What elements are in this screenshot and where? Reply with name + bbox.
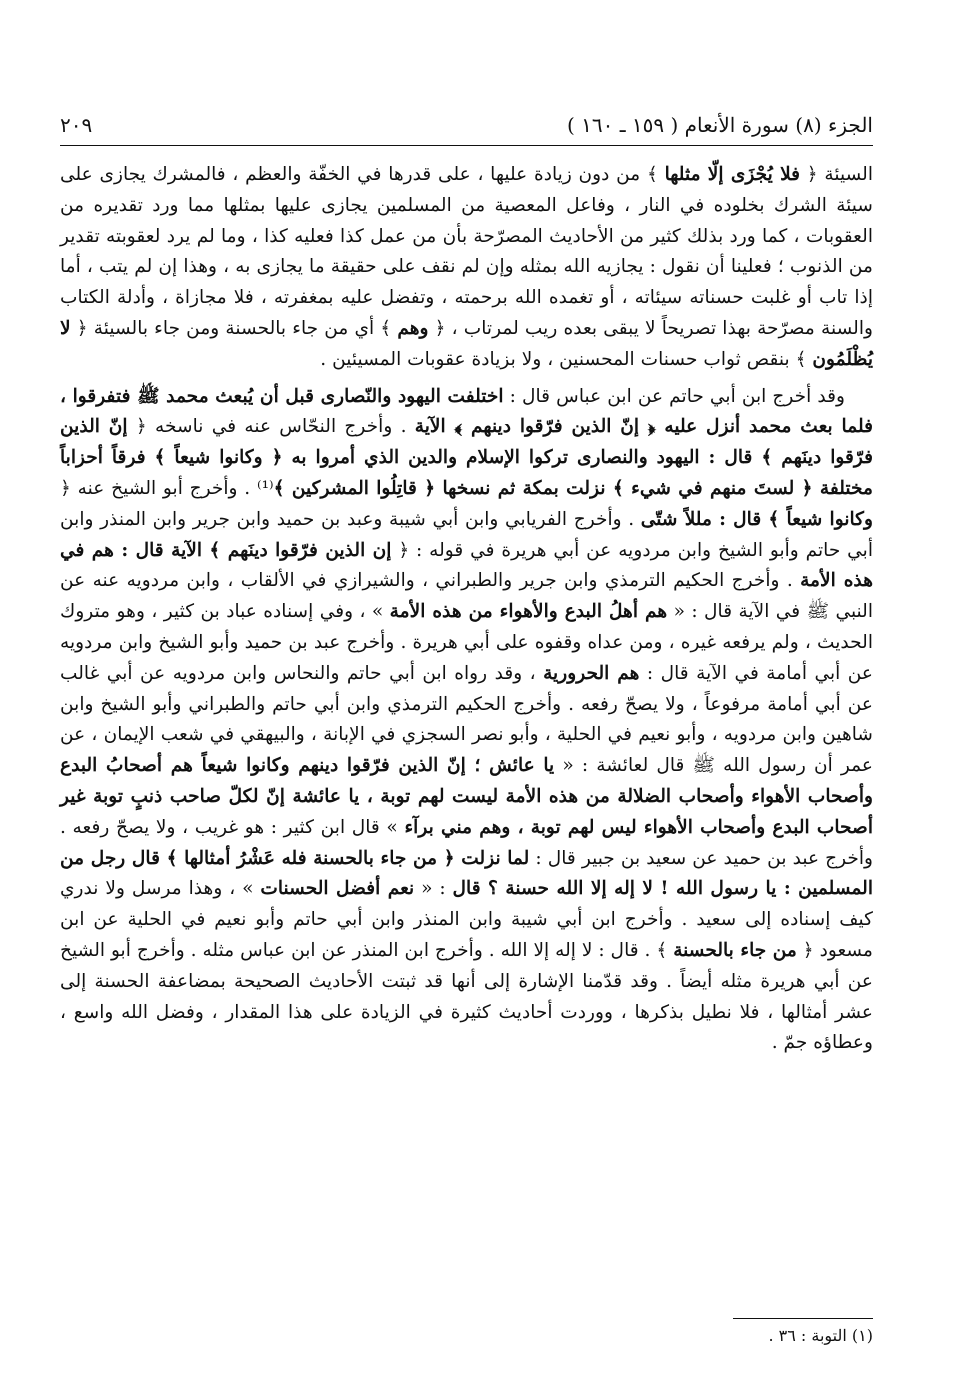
page-number: ٢٠٩ — [60, 113, 93, 137]
text-run: » ، وفي إسناده عباد بن كثير ، وهو متروك الحديث ، ولم يرفعه غيره ، ومن عداه وقفوه على أبي هريرة . وأخرج عبد بن حميد وأبو الشيخ وابن مردويه عن أبي أمامة في الآية قال : — [60, 601, 873, 684]
header-rule — [60, 145, 873, 146]
emphasized-text: اختلفت اليهود والنّصارى قبل أن يُبعث محمد ﷺ فتفرقوا ، فلما بعث محمد أنزل عليه ﴿ إنّ الذين فرّقوا دينهم ﴾ الآية — [60, 385, 874, 438]
page-header — [60, 108, 873, 142]
text-run: » ، وهذا مرسل ولا ندري كيف إسناده إلى سعيد . وأخرج ابن أبي شيبة وابن المنذر وابن أبي حاتم وأبو نعيم في الحلية عن ابن مسعود ﴿ — [60, 878, 873, 961]
footnote: (١) التوبة : ٣٦ . — [768, 1326, 873, 1345]
text-run: ﴾ أي من جاء بالحسنة ومن جاء بالسيئة ﴿ — [70, 317, 398, 339]
text-run: وقد أخرج ابن أبي حاتم عن ابن عباس قال : — [503, 385, 845, 407]
emphasized-text: إنّ الذين فرّقوا دينَهم ﴾ قال : اليهود والنصارى تركوا الإسلام والدين الذي أمروا به ﴿ وكانوا شيعاً ﴾ فرقاً أحزاباً مختلفة ﴿ لستَ منهم في شيء ﴾ نزلت بمكة ثم نسخها ﴿ قاتِلُوا المشركين ﴾ — [60, 416, 874, 499]
text-run: . وأخرج النحّاس عنه في ناسخه ﴿ — [127, 416, 415, 438]
emphasized-text: وكانوا شيعاً ﴾ قال : مللاً شتّى — [640, 508, 874, 530]
text-run: . وأخرج الفريابي وابن أبي شيبة وعبد بن حميد وابن جرير وابن المنذر وابن أبي حاتم وأبو الشيخ وابن مردويه عن أبي هريرة في قوله : ﴿ — [60, 508, 873, 561]
emphasized-text: يا عائش ؛ إنّ الذين فرّقوا دينهم وكانوا شيعاً هم أصحابُ البدع وأصحاب الأهواء وأصحاب الضلالة من هذه الأمة ليست لهم توبة ، يا عائشة إنّ لكلّ صاحب ذنبٍ توبة غير أصحاب البدع وأصحاب الأهواء ليس لهم توبة ، وهم مني برآء — [60, 755, 873, 838]
emphasized-text: من جاء بالحسنة — [673, 939, 797, 961]
paragraph-commentary — [60, 160, 873, 376]
text-run: ﴾ بنقص ثواب حسنات المحسنين ، ولا بزيادة عقوبات المسيئين . — [320, 348, 813, 370]
text-run: ، وقد رواه ابن أبي حاتم والنحاس وابن مردويه عن أبي غالب عن أبي أمامة مرفوعاً ، ولا يصحّ رفعه . وأخرج الحكيم الترمذي وابن أبي حاتم والطبراني وأبو الشيخ وابن شاهين وابن مردويه ، وأبو نعيم في الحلية ، وأبو نصر السجزي في الإبانة ، والبيهقي في شعب الإيمان ، عن عمر أن رسول الله ﷺ قال لعائشة : « — [60, 662, 874, 777]
footnote-rule — [733, 1318, 873, 1319]
emphasized-text: لا يُظْلَمُون — [60, 317, 873, 370]
emphasized-text: هم الحرورية — [543, 662, 640, 684]
text-run: ⁽¹⁾ . وأخرج أبو الشيخ عنه ﴿ — [60, 477, 274, 499]
text-run: السيئة ﴿ — [800, 164, 873, 185]
text-run: ﴾ . قال : لا إله إلا الله . وأخرج ابن المنذر عن ابن عباس مثله . وأخرج أبو الشيخ عن أبي هريرة مثله أيضاً . وقد قدّمنا الإشارة إلى أنها قد ثبتت الأحاديث الصحيحة بمضاعفة الحسنة إلى عشر أمثالها ، فلا نطيل بذكرها ، ووردت أحاديث كثيرة في الزيادة على هذا المقدار ، وفضل الله واسع ، وعطاؤه جمّ . — [60, 939, 873, 1054]
emphasized-text: هم أهلُ البدع والأهواء من هذه الأمة — [389, 601, 668, 623]
emphasized-text: فلا يُجْزَى إلّا مثلها — [664, 164, 801, 185]
text-run: ﴾ من دون زيادة عليها ، على قدرها في الخفّة والعظم ، فالمشرك يجازى على سيئة الشرك بخلوده في النار ، وفاعل المعصية من المسلمين يجازى عليها بمثلها مما ورد تقديره من العقوبات ، كما ورد بذلك كثير من الأحاديث المصرّحة بأن من عمل كذا فعليه كذا ، وما لم يرد لعقوبته تقدير من الذنوب ؛ فعلينا أن نقول : يجازيه الله بمثله وإن لم نقف على حقيقة ما يجازى به ، وهذا إن لم يتب ، أما إذا تاب أو غلبت حسناته سيئاته ، أو تغمده الله برحمته ، وتفضل عليه بمغفرته ، فلا مجازاة ، وأدلة الكتاب والسنة مصرّحة بهذا تصريحاً لا يبقى بعده ريب لمرتاب ، ﴿ — [60, 164, 873, 339]
emphasized-text: إن الذين فرّقوا دينَهم ﴾ الآية قال : هم في هذه الأمة — [60, 539, 873, 592]
emphasized-text: نعم أفضل الحسنات — [260, 878, 415, 900]
paragraph-narrations — [60, 382, 873, 1060]
emphasized-text: لما نزلت ﴿ من جاء بالحسنة فله عَشْرُ أمثالها ﴾ قال رجل من المسلمين : يا رسول الله ! لا إله إلا الله حسنة ؟ قال — [60, 847, 873, 900]
body-text — [60, 160, 873, 1059]
running-title: الجزء (٨) سورة الأنعام ( ١٥٩ ـ ١٦٠ ) — [566, 113, 873, 137]
text-run: . وأخرج الحكيم الترمذي وابن جرير والطبراني ، والشيرازي في الألقاب ، وابن مردويه عنه عن النبي ﷺ في الآية قال : « — [60, 570, 874, 623]
text-run: : « — [414, 878, 453, 900]
text-run: » قال ابن كثير : هو غريب ، ولا يصحّ رفعه . وأخرج عبد بن حميد عن سعيد بن جبير قال : — [60, 816, 873, 869]
emphasized-text: وهم — [397, 317, 429, 339]
